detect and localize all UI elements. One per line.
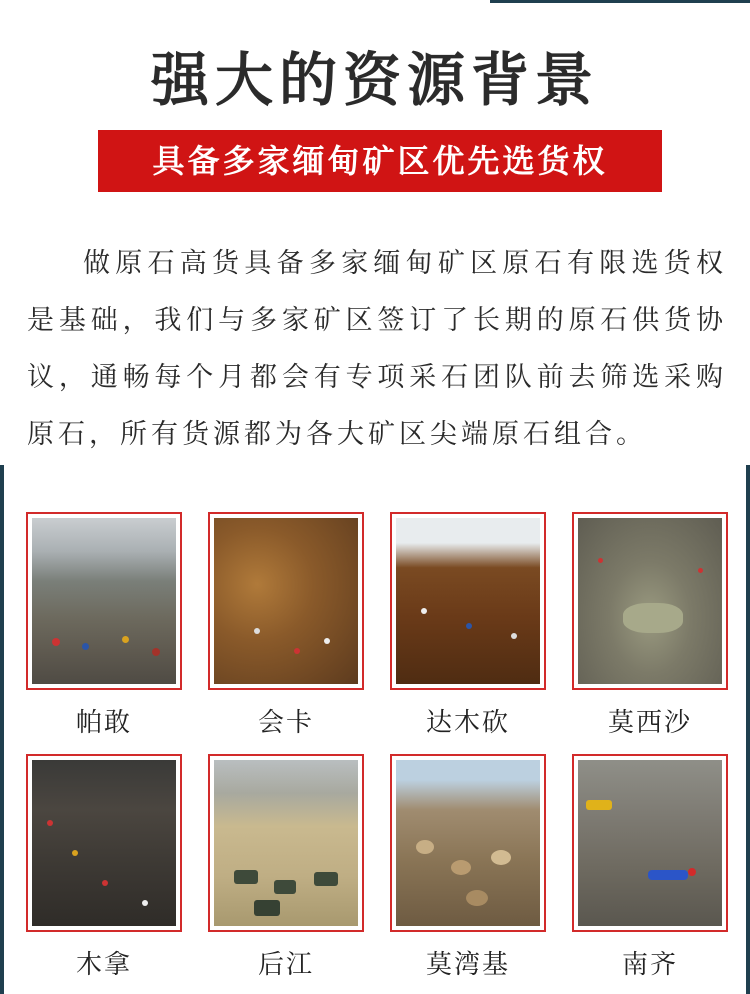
mine-photo-frame bbox=[390, 512, 546, 690]
rough-stone bbox=[451, 860, 471, 875]
rough-stone bbox=[254, 900, 280, 916]
mine-label: 达木砍 bbox=[425, 708, 510, 738]
mine-photo-frame bbox=[26, 754, 182, 932]
worker-figure bbox=[152, 648, 160, 656]
mine-label: 南齐 bbox=[621, 950, 678, 980]
worker-figure bbox=[466, 623, 472, 629]
intro-paragraph: 做原石高货具备多家缅甸矿区原石有限选货权是基础，我们与多家矿区签订了长期的原石供货协议，通畅每个月都会有专项采石团队前去筛选采购原石，所有货源都为各大矿区尖端原石组合。 bbox=[27, 248, 727, 450]
mine-card[interactable] bbox=[572, 512, 732, 739]
rough-stone bbox=[314, 872, 338, 886]
excavator-icon bbox=[586, 800, 612, 810]
worker-figure bbox=[698, 568, 703, 573]
mine-label: 会卡 bbox=[257, 708, 314, 738]
page-title: 强大的资源背景 bbox=[150, 46, 599, 114]
mine-photo-frame bbox=[208, 512, 364, 690]
worker-figure bbox=[142, 900, 148, 906]
mine-label: 莫湾基 bbox=[425, 950, 510, 980]
mine-label: 木拿 bbox=[75, 950, 132, 980]
mine-photo bbox=[32, 518, 176, 684]
mine-card[interactable] bbox=[26, 512, 186, 739]
right-divider bbox=[746, 465, 750, 994]
worker-figure bbox=[72, 850, 78, 856]
worker-figure bbox=[47, 820, 53, 826]
worker-figure bbox=[254, 628, 260, 634]
mine-label: 帕敢 bbox=[75, 708, 132, 738]
mine-photo bbox=[578, 518, 722, 684]
mine-photo-frame bbox=[26, 512, 182, 690]
mine-label: 后江 bbox=[257, 950, 314, 980]
top-divider bbox=[490, 0, 750, 3]
worker-figure bbox=[294, 648, 300, 654]
rough-stone bbox=[491, 850, 511, 865]
worker-figure bbox=[511, 633, 517, 639]
worker-figure bbox=[102, 880, 108, 886]
mine-photo bbox=[214, 760, 358, 926]
mine-label: 莫西沙 bbox=[607, 708, 692, 738]
mine-card[interactable] bbox=[26, 754, 186, 981]
worker-figure bbox=[122, 636, 129, 643]
worker-figure bbox=[324, 638, 330, 644]
worker-figure bbox=[421, 608, 427, 614]
rough-stone bbox=[416, 840, 434, 854]
tarp bbox=[648, 870, 688, 880]
mine-card[interactable] bbox=[208, 512, 368, 739]
mine-card[interactable] bbox=[390, 754, 550, 981]
left-divider bbox=[0, 465, 4, 994]
mine-photo bbox=[396, 518, 540, 684]
mine-photo-frame bbox=[572, 754, 728, 932]
rough-stone bbox=[274, 880, 296, 894]
mine-card[interactable] bbox=[390, 512, 550, 739]
mine-photo bbox=[578, 760, 722, 926]
mine-photo bbox=[214, 518, 358, 684]
rough-stone bbox=[234, 870, 258, 884]
mine-photo-frame bbox=[390, 754, 546, 932]
worker-figure bbox=[82, 643, 89, 650]
rough-stone bbox=[466, 890, 488, 906]
mine-photo-frame bbox=[208, 754, 364, 932]
worker-figure bbox=[688, 868, 696, 876]
mine-photo bbox=[32, 760, 176, 926]
mine-photo bbox=[396, 760, 540, 926]
mine-card[interactable] bbox=[208, 754, 368, 981]
water-pool bbox=[623, 603, 683, 633]
mine-photo-frame bbox=[572, 512, 728, 690]
worker-figure bbox=[52, 638, 60, 646]
mine-card[interactable] bbox=[572, 754, 732, 981]
subtitle-banner: 具备多家缅甸矿区优先选货权 bbox=[98, 130, 662, 192]
worker-figure bbox=[598, 558, 603, 563]
